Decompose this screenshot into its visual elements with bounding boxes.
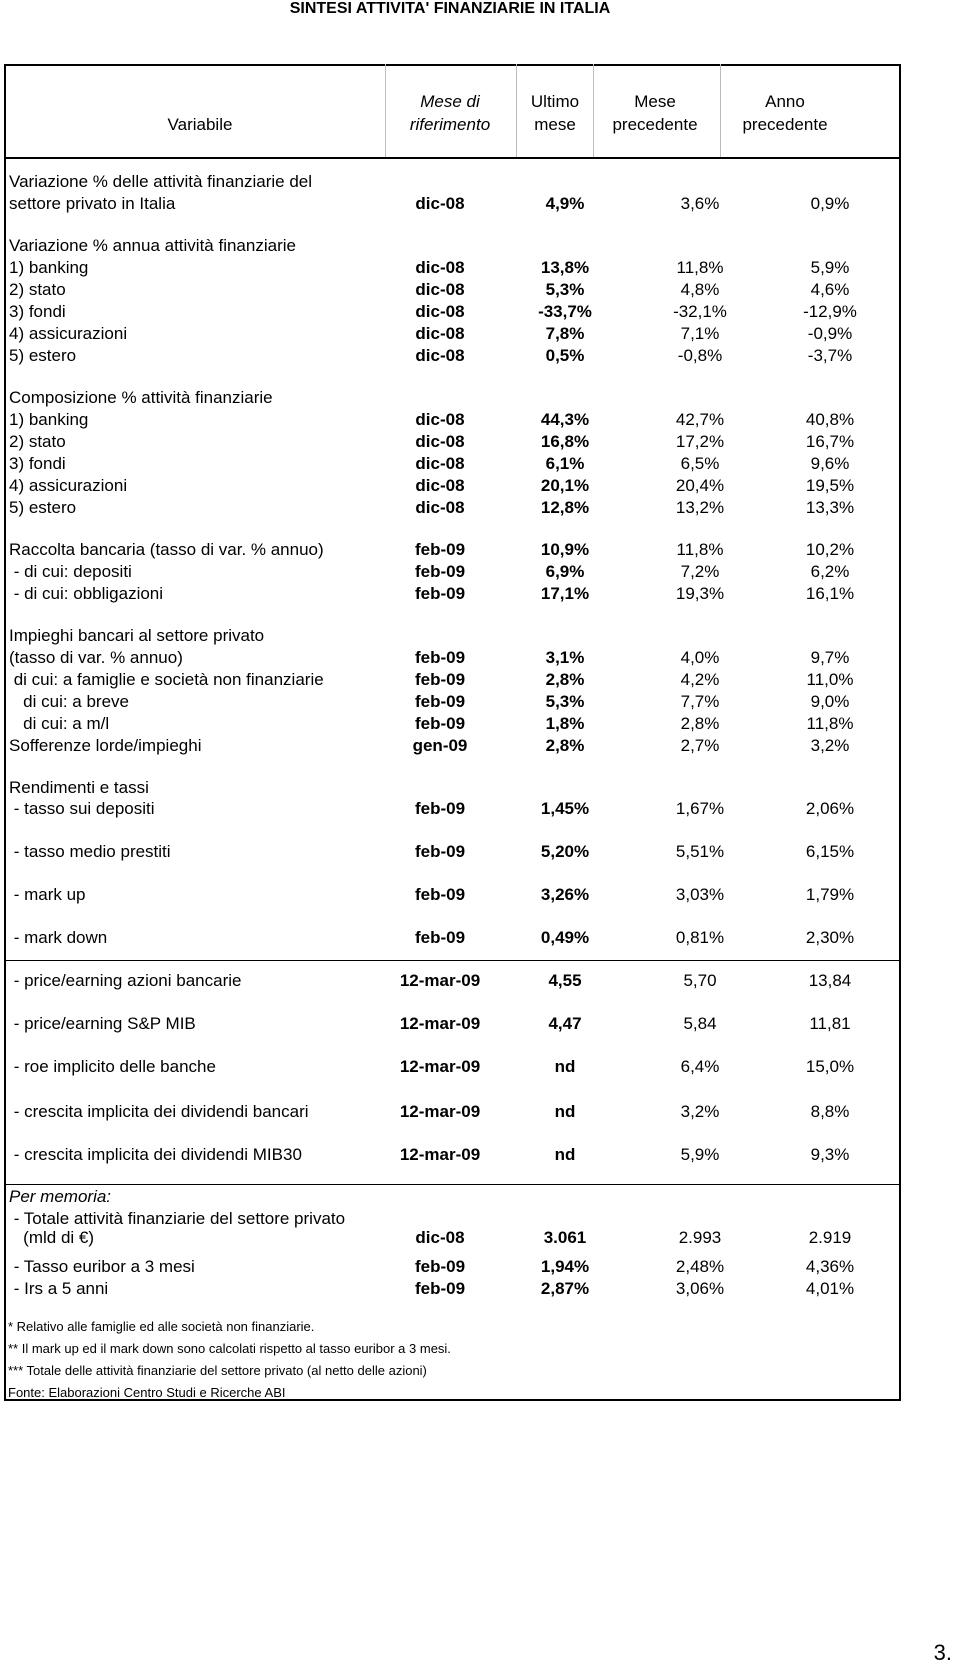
row-label: - di cui: depositi <box>9 562 132 581</box>
row-label: - roe implicito delle banche <box>9 1057 216 1076</box>
previous-month-value: 4,2% <box>680 670 720 689</box>
previous-month-value: -32,1% <box>673 302 727 321</box>
row-label: - Irs a 5 anni <box>9 1279 109 1298</box>
row-label: 1) banking <box>9 258 89 277</box>
previous-month-value: 4,0% <box>680 648 720 667</box>
reference-month: dic-08 <box>415 324 465 343</box>
last-month-value: 0,49% <box>540 928 590 947</box>
row-label: - Tasso euribor a 3 mesi <box>9 1257 195 1276</box>
previous-month-value: 0,81% <box>675 928 725 947</box>
previous-month-value: 2,48% <box>675 1257 725 1276</box>
row-label: 3) fondi <box>9 454 66 473</box>
previous-year-value: 1,79% <box>805 885 855 904</box>
last-month-value: 4,55 <box>548 971 582 990</box>
previous-month-value: 20,4% <box>675 476 725 495</box>
previous-month-value: 6,4% <box>680 1057 720 1076</box>
previous-year-value: 9,0% <box>810 692 850 711</box>
reference-month: gen-09 <box>412 736 468 755</box>
last-month-value: 17,1% <box>540 584 590 603</box>
column-divider <box>720 64 721 157</box>
section-divider <box>4 960 901 961</box>
previous-year-value: 0,9% <box>810 194 850 213</box>
previous-year-value: 16,1% <box>805 584 855 603</box>
previous-month-value: 2.993 <box>678 1228 722 1247</box>
previous-year-value: 4,01% <box>805 1279 855 1298</box>
reference-month: dic-08 <box>415 346 465 365</box>
last-month-value: 1,45% <box>540 799 590 818</box>
reference-month: 12-mar-09 <box>399 1014 481 1033</box>
reference-month: dic-08 <box>415 1228 465 1247</box>
previous-year-value: -3,7% <box>807 346 853 365</box>
header-ultimo-mese: Ultimo mese <box>530 92 580 134</box>
previous-year-value: 8,8% <box>810 1102 850 1121</box>
row-label: di cui: a m/l <box>9 714 110 733</box>
reference-month: feb-09 <box>414 1257 466 1276</box>
previous-year-value: 9,6% <box>810 454 850 473</box>
last-month-value: 10,9% <box>540 540 590 559</box>
last-month-value: 1,8% <box>545 714 585 733</box>
row-label: 2) stato <box>9 432 66 451</box>
reference-month: feb-09 <box>414 670 466 689</box>
last-month-value: 20,1% <box>540 476 590 495</box>
last-month-value: 4,47 <box>548 1014 582 1033</box>
last-month-value: 16,8% <box>540 432 590 451</box>
previous-month-value: 3,06% <box>675 1279 725 1298</box>
previous-year-value: 40,8% <box>805 410 855 429</box>
reference-month: feb-09 <box>414 885 466 904</box>
last-month-value: 44,3% <box>540 410 590 429</box>
last-month-value: 2,8% <box>545 736 585 755</box>
reference-month: dic-08 <box>415 410 465 429</box>
last-month-value: 3,26% <box>540 885 590 904</box>
row-label: Composizione % attività finanziarie <box>9 388 273 407</box>
reference-month: feb-09 <box>414 562 466 581</box>
previous-month-value: 5,70 <box>683 971 717 990</box>
row-label: (mld di €) <box>9 1228 95 1247</box>
previous-month-value: 2,8% <box>680 714 720 733</box>
previous-month-value: 7,7% <box>680 692 720 711</box>
previous-year-value: 5,9% <box>810 258 850 277</box>
last-month-value: 13,8% <box>540 258 590 277</box>
previous-year-value: 9,7% <box>810 648 850 667</box>
row-label: settore privato in Italia <box>9 194 176 213</box>
previous-month-value: -0,8% <box>677 346 723 365</box>
previous-month-value: 6,5% <box>680 454 720 473</box>
last-month-value: 5,3% <box>545 692 585 711</box>
page-title: SINTESI ATTIVITA' FINANZIARIE IN ITALIA <box>289 0 611 17</box>
reference-month: dic-08 <box>415 280 465 299</box>
last-month-value: nd <box>554 1057 576 1076</box>
row-label: 2) stato <box>9 280 66 299</box>
last-month-value: nd <box>554 1102 576 1121</box>
reference-month: dic-08 <box>415 498 465 517</box>
row-label: di cui: a famiglie e società non finanziarie <box>9 670 324 689</box>
previous-year-value: 4,6% <box>810 280 850 299</box>
reference-month: feb-09 <box>414 842 466 861</box>
previous-month-value: 5,51% <box>675 842 725 861</box>
reference-month: feb-09 <box>414 648 466 667</box>
row-label: - tasso medio prestiti <box>9 842 171 861</box>
last-month-value: 3,1% <box>545 648 585 667</box>
previous-year-value: 2,06% <box>805 799 855 818</box>
row-label: 3) fondi <box>9 302 66 321</box>
previous-year-value: 19,5% <box>805 476 855 495</box>
previous-year-value: 2.919 <box>808 1228 852 1247</box>
previous-month-value: 11,8% <box>676 540 724 559</box>
previous-year-value: 11,81 <box>809 1014 851 1033</box>
footnote: ** Il mark up ed il mark down sono calcolati rispetto al tasso euribor a 3 mesi. <box>8 1341 451 1356</box>
section-divider <box>4 1184 901 1185</box>
header-anno-precedente: Anno precedente <box>742 92 828 134</box>
last-month-value: 12,8% <box>540 498 590 517</box>
previous-month-value: 5,9% <box>680 1145 720 1164</box>
row-label: (tasso di var. % annuo) <box>9 648 183 667</box>
previous-year-value: 16,7% <box>805 432 855 451</box>
last-month-value: 7,8% <box>545 324 585 343</box>
previous-year-value: 9,3% <box>810 1145 850 1164</box>
reference-month: feb-09 <box>414 540 466 559</box>
row-label: 1) banking <box>9 410 89 429</box>
previous-year-value: 13,3% <box>805 498 855 517</box>
previous-month-value: 3,6% <box>680 194 720 213</box>
row-label: 5) estero <box>9 498 77 517</box>
previous-year-value: 13,84 <box>808 971 852 990</box>
last-month-value: 5,3% <box>545 280 585 299</box>
previous-month-value: 17,2% <box>675 432 725 451</box>
reference-month: dic-08 <box>415 258 465 277</box>
reference-month: dic-08 <box>415 476 465 495</box>
reference-month: feb-09 <box>414 714 466 733</box>
previous-year-value: -12,9% <box>803 302 857 321</box>
row-label: Per memoria: <box>9 1187 112 1206</box>
row-label: di cui: a breve <box>9 692 130 711</box>
row-label: - price/earning azioni bancarie <box>9 971 242 990</box>
row-label: Impieghi bancari al settore privato <box>9 626 265 645</box>
row-label: 5) estero <box>9 346 77 365</box>
last-month-value: 0,5% <box>545 346 585 365</box>
row-label: - Totale attività finanziarie del settore privato <box>9 1209 346 1228</box>
row-label: - mark up <box>9 885 86 904</box>
reference-month: feb-09 <box>414 584 466 603</box>
row-label: Sofferenze lorde/impieghi <box>9 736 202 755</box>
row-label: - di cui: obbligazioni <box>9 584 164 603</box>
footnote: * Relativo alle famiglie ed alle società non finanziarie. <box>8 1319 315 1334</box>
source-note: Fonte: Elaborazioni Centro Studi e Ricerche ABI <box>8 1385 286 1400</box>
last-month-value: 2,8% <box>545 670 585 689</box>
row-label: Variazione % annua attività finanziarie <box>9 236 296 255</box>
previous-year-value: 2,30% <box>805 928 855 947</box>
previous-year-value: 6,2% <box>810 562 850 581</box>
reference-month: dic-08 <box>415 432 465 451</box>
previous-year-value: 11,8% <box>806 714 854 733</box>
reference-month: dic-08 <box>415 302 465 321</box>
reference-month: dic-08 <box>415 454 465 473</box>
previous-month-value: 3,03% <box>675 885 725 904</box>
previous-month-value: 7,2% <box>680 562 720 581</box>
row-label: Variazione % delle attività finanziarie del <box>9 172 313 191</box>
page-number: 3. <box>933 1640 952 1665</box>
last-month-value: 1,94% <box>540 1257 590 1276</box>
previous-year-value: 4,36% <box>805 1257 855 1276</box>
row-label: Rendimenti e tassi <box>9 778 149 797</box>
last-month-value: 6,9% <box>545 562 585 581</box>
reference-month: feb-09 <box>414 692 466 711</box>
reference-month: 12-mar-09 <box>399 1057 481 1076</box>
header-variabile: Variabile <box>167 115 233 134</box>
header-divider <box>4 157 901 159</box>
previous-year-value: 6,15% <box>805 842 855 861</box>
header-mese-precedente: Mese precedente <box>612 92 698 134</box>
row-label: - tasso sui depositi <box>9 799 155 818</box>
last-month-value: 3.061 <box>543 1228 587 1247</box>
previous-month-value: 42,7% <box>675 410 725 429</box>
reference-month: 12-mar-09 <box>399 971 481 990</box>
previous-month-value: 7,1% <box>680 324 720 343</box>
last-month-value: 4,9% <box>545 194 585 213</box>
last-month-value: nd <box>554 1145 576 1164</box>
previous-month-value: 11,8% <box>676 258 724 277</box>
reference-month: feb-09 <box>414 799 466 818</box>
last-month-value: -33,7% <box>538 302 592 321</box>
previous-month-value: 1,67% <box>675 799 725 818</box>
row-label: Raccolta bancaria (tasso di var. % annuo) <box>9 540 324 559</box>
previous-month-value: 5,84 <box>683 1014 717 1033</box>
last-month-value: 5,20% <box>540 842 590 861</box>
previous-month-value: 19,3% <box>675 584 725 603</box>
last-month-value: 2,87% <box>540 1279 590 1298</box>
row-label: - crescita implicita dei dividendi bancari <box>9 1102 309 1121</box>
row-label: - crescita implicita dei dividendi MIB30 <box>9 1145 302 1164</box>
reference-month: 12-mar-09 <box>399 1145 481 1164</box>
reference-month: 12-mar-09 <box>399 1102 481 1121</box>
previous-year-value: 10,2% <box>805 540 855 559</box>
footnote: *** Totale delle attività finanziarie del settore privato (al netto delle azioni) <box>8 1363 427 1378</box>
reference-month: feb-09 <box>414 928 466 947</box>
previous-month-value: 4,8% <box>680 280 720 299</box>
row-label: - price/earning S&P MIB <box>9 1014 196 1033</box>
previous-month-value: 2,7% <box>680 736 720 755</box>
reference-month: dic-08 <box>415 194 465 213</box>
previous-year-value: -0,9% <box>807 324 853 343</box>
header-mese-riferimento: Mese di riferimento <box>409 92 491 134</box>
previous-month-value: 13,2% <box>675 498 725 517</box>
reference-month: feb-09 <box>414 1279 466 1298</box>
previous-month-value: 3,2% <box>680 1102 720 1121</box>
row-label: - mark down <box>9 928 108 947</box>
previous-year-value: 11,0% <box>806 670 854 689</box>
previous-year-value: 15,0% <box>805 1057 855 1076</box>
previous-year-value: 3,2% <box>810 736 850 755</box>
last-month-value: 6,1% <box>545 454 585 473</box>
row-label: 4) assicurazioni <box>9 476 128 495</box>
row-label: 4) assicurazioni <box>9 324 128 343</box>
